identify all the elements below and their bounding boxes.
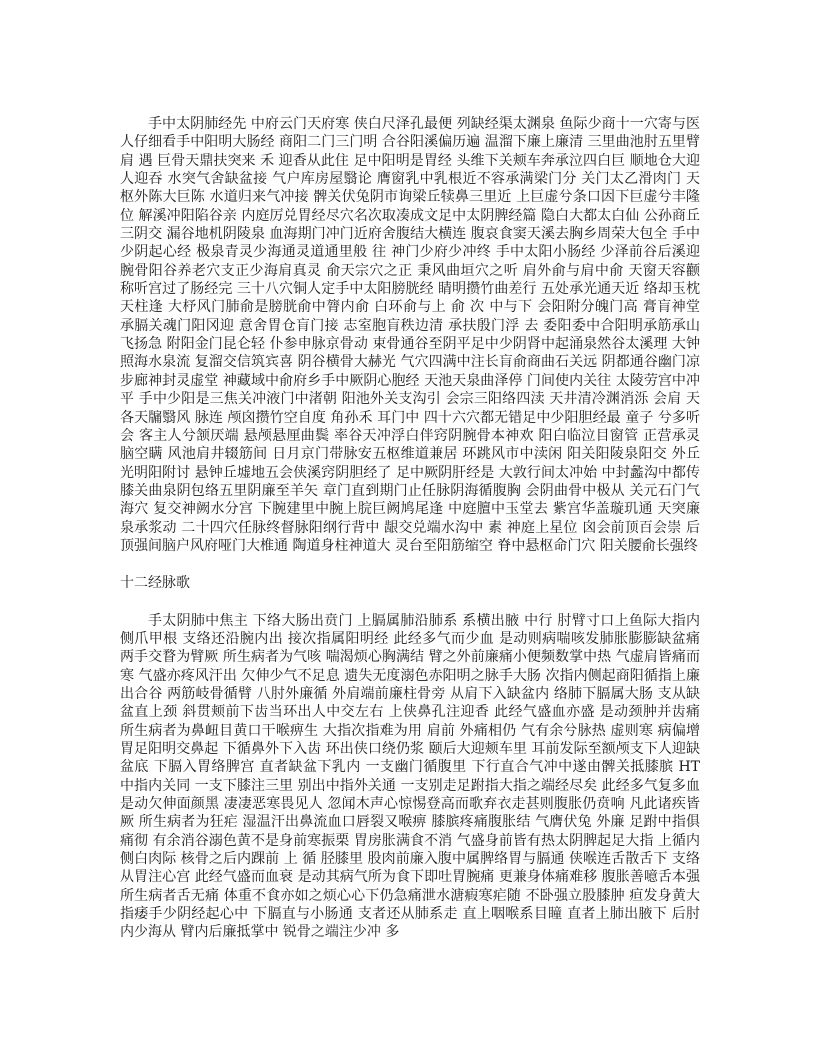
acupoint-song-paragraph: 手中太阴肺经先 中府云门天府寒 侠白尺泽孔最便 列缺经渠太渊泉 鱼际少商十一穴寄与医人仔细看手中阳明大肠经 商阳二门三门明 合谷阳溪偏历遍 温溜下廉上廉清 三里曲池肘五里臂 肩 遇 巨骨天鼎扶突来 禾 迎香从此住 足中阳明是胃经 头维下关颊车奔承泣四白巨 顺地仓大迎人迎吞 水突气舍缺盆接 气户库房屋翳论 膺窗乳中乳根近不容承满梁门分 关门太乙滑肉门 天枢外陈大巨陈 水道归来气冲接 髀关伏兔阴市询梁丘犊鼻三里近 上巨虚兮条口因下巨虚兮丰隆位 解溪冲阳陷谷亲 内庭厉兑胃经尽穴名次取凑成文足中太阴脾经篇 隐白大都太白仙 公孙商丘三阴交 漏谷地机阴陵泉 血海期门冲门近府舍腹结大横连 腹哀食窦天溪去胸乡周荣大包全 手中少阴起心经 极泉青灵少海通灵道通里般 往 神门少府少冲终 手中太阳小肠经 少泽前谷后溪迎 腕骨阳谷养老穴支正少海肩真灵 俞天宗穴之正 秉风曲垣穴之听 肩外俞与肩中俞 天窗天容颧 称听宫过了肠经完 三十八穴铜人定手中太阳膀胱经 睛明攒竹曲差行 五处承光通天近 络却玉枕天柱逢 大杼风门肺俞是膀胱俞中膂内俞 白环俞与上 俞 次 中与下 会阳附分魄门高 膏肓神堂 承膈关魂门阳冈迎 意舍胃仓肓门接 志室胞肓秩边清 承扶殷门浮 去 委阳委中合阳明承筋承山飞扬急 附阳金门昆仑轻 仆参申脉京骨动 束骨通谷至阴平足中少阴肾中起涌泉然谷太溪理 大钟照海水泉流 复溜交信筑宾喜 阴谷横骨大赫光 气穴四满中注长肓俞商曲石关远 阴都通谷幽门凉 步廊神封灵虚堂 神藏域中俞府乡手中厥阴心胞经 天池天泉曲泽停 门间使内关往 太陵劳宫中冲平 手中少阳是三焦关冲液门中渚朝 阳池外关支沟引 会宗三阳络四渎 天井清冷渊消泺 会肩 天 各天牖翳风 脉连 颅囟攒竹空自度 角孙禾 耳门中 四十六穴都无错足中少阳胆经最 童子 兮多听会 客主人兮颔厌端 悬颅悬厘曲鬓 率谷天冲浮白伴窍阴腕骨本神欢 阳白临泣目窗管 正营承灵脑空瞒 风池肩井辍筋间 日月京门带脉安五枢维道兼居 环跳风市中渎闲 阳关阳陵泉阳交 外丘光明阳附讨 悬钟丘墟地五会侠溪窍阴胆经了 足中厥阴肝经是 大敦行间太冲始 中封蠡沟中都传 膝关曲泉阴包络五里阴廉至羊矢 章门直到期门止任脉阴海循腹胸 会阴曲骨中极从 关元石门气海穴 复交神阙水分宫 下腕建里中腕上脘巨阙鸠尾逢 中庭膻中玉堂去 紫宫华盖璇玑通 天突廉泉承浆动 二十四穴任脉终督脉阳纲行背中 龈交兑端水沟中 素 神庭上星位 囟会前顶百会崇 后顶强间脑户风府哑门大椎通 陶道身柱神道大 灵台至阳筋缩空 脊中悬枢命门穴 阳关腰俞长强终 <box>120 116 700 554</box>
section-heading: 十二经脉歌 <box>120 575 190 592</box>
document-page <box>120 115 700 942</box>
meridian-song-paragraph: 手太阴肺中焦主 下络大肠出贲门 上膈属肺沿肺系 系横出腋 中行 肘臂寸口上鱼际大指内侧爪甲根 支络还沿腕内出 接次指属阳明经 此经多气而少血 是动则病喘咳发肺胀膨膨缺盆痛 两手交瞀为臂厥 所生病者为气咳 喘渴烦心胸满结 臂之外前廉痛小便频数掌中热 气虚肩皆痛而寒 气盛亦疼风汗出 欠伸少气不足息 遗失无度溺色赤阳明之脉手大肠 次指内侧起商阳循指上廉出合谷 两筋岐骨循臂 八肘外廉循 外肩端前廉柱骨旁 从肩下入缺盆内 络肺下膈属大肠 支从缺盆直上颈 斜贯颊前下齿当环出人中交左右 上侠鼻孔注迎香 此经气盛血亦盛 是动颈肿并齿痛 所生病者为鼻衄目黄口干喉痹生 大指次指难为用 肩前 外痛相仍 气有余兮脉热 虚则寒 病偏增胃足阳明交鼻起 下循鼻外下入齿 环出侠口绕仍浆 颐后大迎颊车里 耳前发际至额颅支下人迎缺盆底 下膈入胃络脾宫 直者缺盆下乳内 一支幽门循腹里 下行直合气冲中遂由髀关抵膝膑 HT 中指内关同 一支下膝注三里 别出中指外关通 一支别走足跗指大指之端经尽矣 此经多气复多血 是动欠伸面颜黑 凄凄恶寒畏见人 忽闻木声心惊惕登高而歌弃衣走甚则腹胀仍贲响 凡此诸疾皆 厥 所生病者为狂疟 湿温汗出鼻流血口唇裂又喉痹 膝膑疼痛腹胀结 气膺伏兔 外廉 足跗中指俱痛彻 有余消谷溺色黄不是身前寒振栗 胃房胀满食不消 气盛身前皆有热太阴脾起足大指 上循内侧白肉际 核骨之后内踝前 上 循 胫膝里 股肉前廉入腹中属脾络胃与膈通 侠喉连舌散舌下 支络从胃注心宫 此经气盛而血衰 是动其病气所为食下即吐胃腕痛 更兼身体痛难移 腹胀善噫舌本强 所生病者舌无痛 体重不食亦如之烦心心下仍急痛泄水溏瘕寒疟随 不卧强立股膝肿 疸发身黄大指痿手少阴经起心中 下膈直与小肠通 支者还从肺系走 直上咽喉系目瞳 直者上肺出腋下 后肘内少海从 臂内后廉抵掌中 锐骨之端注少冲 多 <box>120 612 700 941</box>
